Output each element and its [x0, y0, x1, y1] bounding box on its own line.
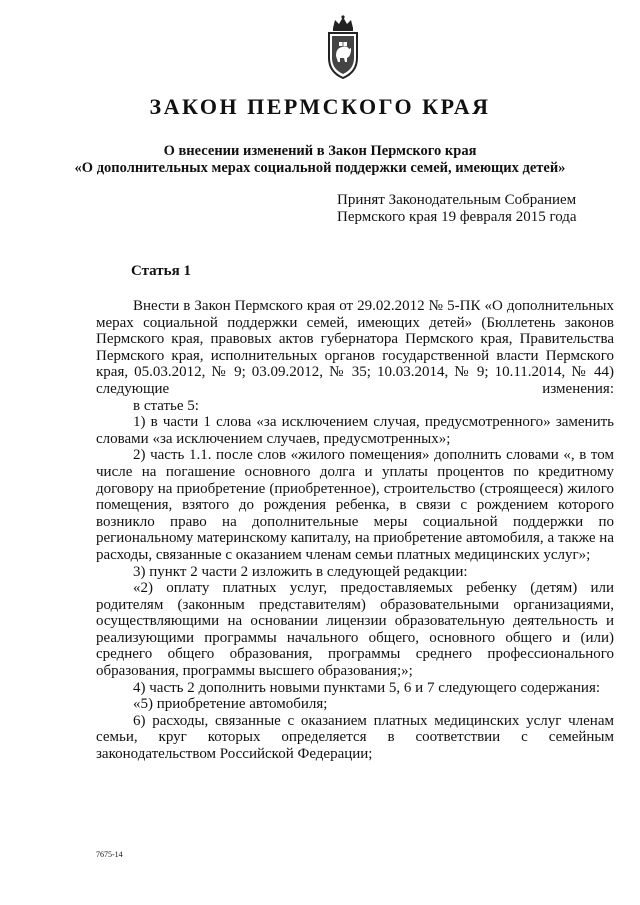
law-title: ЗАКОН ПЕРМСКОГО КРАЯ: [149, 94, 491, 119]
subtitle-line: О внесении изменений в Закон Пермского края: [163, 143, 477, 159]
subtitle-line: «О дополнительных мерах социальной поддержки семей, имеющих детей»: [74, 160, 566, 176]
paragraph: Внести в Закон Пермского края от 29.02.2012 № 5-ПК «О дополнительных мерах социальной поддержки семей, имеющих детей» (Бюллетень законов Пермского края, правовых актов губернатора Пермского края, Правительства Пермского края, исполнительных органов государственной власти Пермского края, 05.03.2012, № 9; 03.09.2012, № 35; 10.03.2014, № 9; 10.11.2014, № 44) следующие изменения:: [96, 298, 614, 397]
paragraph: в статье 5:: [133, 397, 199, 414]
article-body: [96, 298, 614, 763]
law-subtitle: [60, 143, 580, 177]
adoption-line: Принят Законодательным Собранием: [337, 192, 577, 208]
adoption-note: [337, 192, 627, 226]
paragraph: «2) оплату платных услуг, предоставляемых ребенку (детям) или родителям (законным представителям) образовательными организациями, осуществляющими на основании лицензии образовательную деятельность и реализующими программы начального общего, основного общего и (или) среднего общего образования, программы среднего профессионального образования, программы высшего образования;»;: [96, 580, 614, 680]
coat-of-arms-icon: [323, 14, 363, 80]
adoption-line: Пермского края 19 февраля 2015 года: [337, 209, 577, 225]
article-heading: Статья 1: [131, 263, 191, 279]
paragraph: 6) расходы, связанные с оказанием платных медицинских услуг членам семьи, круг которых определяется в соответствии с семейным законодательством Российской Федерации;: [96, 712, 614, 763]
paragraph: 1) в части 1 слова «за исключением случая, предусмотренного» заменить словами «за исключением случаев, предусмотренных»;: [96, 414, 614, 447]
document-code: 7675-14: [96, 850, 123, 859]
paragraph: 4) часть 2 дополнить новыми пунктами 5, 6 и 7 следующего содержания:: [133, 679, 601, 696]
paragraph: 2) часть 1.1. после слов «жилого помещения» дополнить словами «, в том числе на погашение основного долга и уплаты процентов по кредитному договору на приобретение (приобретенное), строительство (строящееся) жилого помещения, взятого до рождения ребенка, в связи с рождением которого возникло право на дополнительные меры социальной поддержки по региональному материнскому капиталу, на приобретение автомобиля, а также на расходы, связанные с оказанием членам семьи платных медицинских услуг»;: [96, 447, 614, 563]
paragraph: «5) приобретение автомобиля;: [133, 696, 328, 713]
paragraph: 3) пункт 2 части 2 изложить в следующей редакции:: [133, 563, 468, 580]
